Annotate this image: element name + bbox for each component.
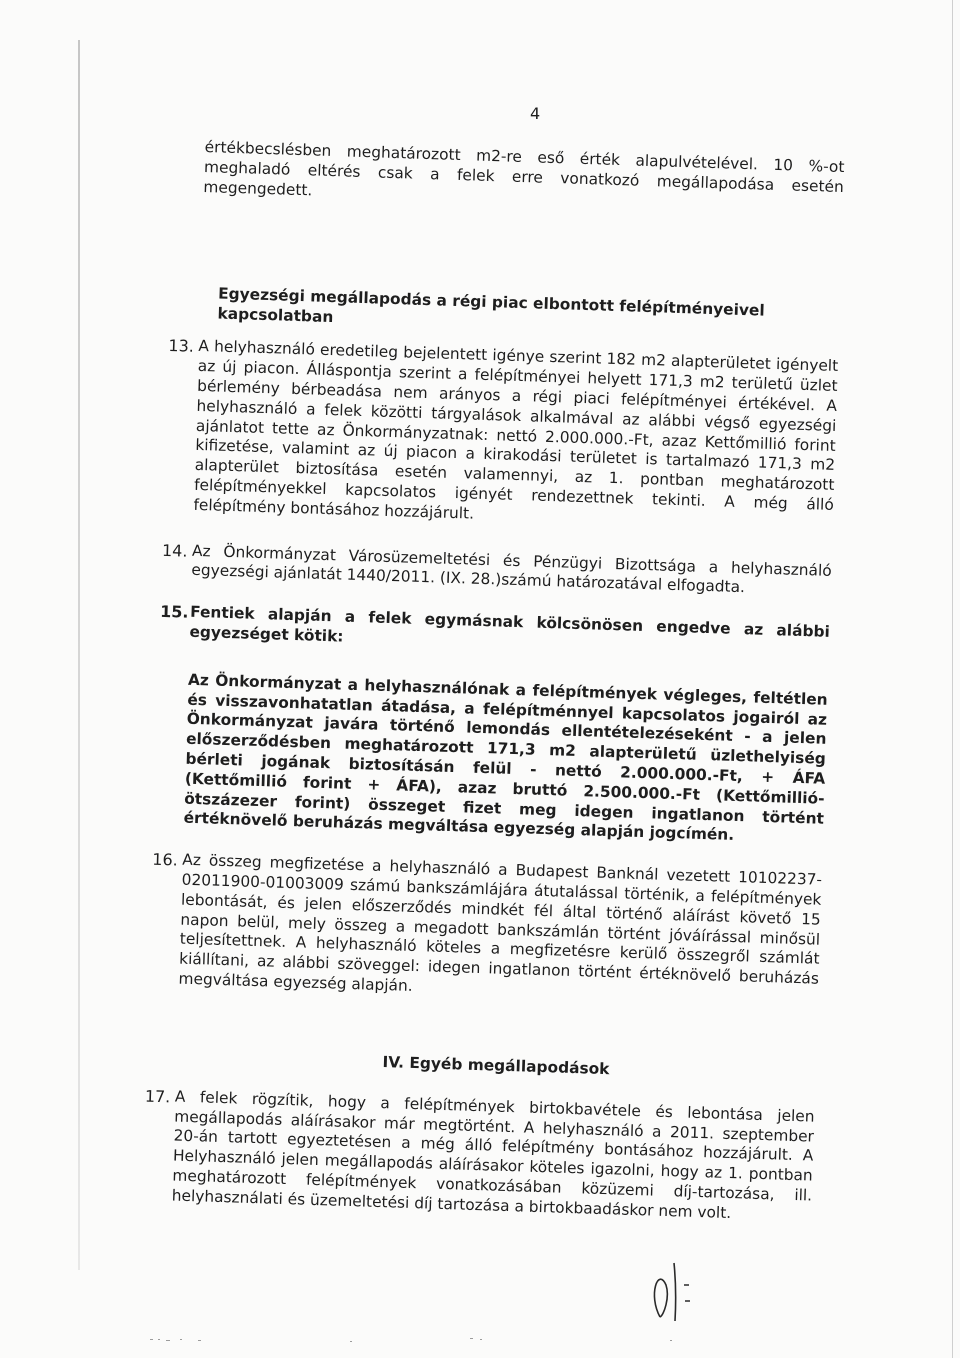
page-edge-line [952,0,953,1358]
item-13 [168,336,839,535]
item-number: 14. [161,540,188,561]
item-text: A felek rögzítik, hogy a felépítmények birtokbavétele és lebontása jelen megállapodás aláírásakor már megtörtént. A helyhasználó a 2011. szeptember 20-án tartott egyeztetésen a még álló felépítmény bontásához hozzájárult. A Helyhasználó jelen megállapodás aláírásakor köteles igazolni, hogy az 1. pontban meghatározott felépítmények vonatkozásában közüzemi díj-tartozása, ill. helyhasználati és üzemeltetési díj tartozása a birtokbaadáskor nem volt. [171,1087,815,1222]
item-text: Az Önkormányzat Városüzemeltetési és Pénzügyi Bizottsága a helyhasználó egyezségi ajánlatát 1440/2011. (IX. 28.)számú határozatával elfogadta. [191,541,833,597]
item-number: 17. [144,1086,171,1107]
section-heading: Egyezségi megállapodás a régi piac elbontott felépítményeivel kapcsolatban [217,284,765,327]
page-number: 4 [530,104,541,123]
scan-edge-line [78,40,80,1270]
agreement-paragraph: Az Önkormányzat a helyhasználónak a felépítmények végleges, feltétlen és visszavonhatatlan átadása, a felépítménnyel kapcsolatos jogairól az Önkormányzat javára történő lemondás ellentételezéseként - a jelen előszerződésben meghatározott 171,3 m2 alapterületű üzlethelyiség bérleti jogának biztosításán felül - nettó 2.000.000.-Ft, + ÁFA (Kettőmillió forint + ÁFA), azaz bruttó 2.500.000.-Ft (Kettőmillió-ötszázezer forint) összeget fizet meg idegen ingatlanon történt értéknövelő beruházás megváltása egyezség alapján jogcímén. [183,670,828,845]
item-number: 16. [152,849,179,870]
item-17 [144,1086,815,1226]
scan-noise-dots [150,1336,710,1344]
item-number: 13. [168,336,195,357]
item-text: A helyhasználó eredetileg bejelentett igénye szerint 182 m2 alapterületet igényelt az új piacon. Álláspontja szerint a felépítményei helyett 171,3 m2 területű üzlet bérlemény bérbeadása nem arányos a régi piaci felépítményei értékével. A helyhasználó a felek közötti tárgyalások alkalmával az alábbi végső egyezségi ajánlatot tette az Önkormányzatnak: nettó 2.000.000.-Ft, azaz Kettőmillió forint kifizetése, valamint az új piacon a kirakodási területet is tartalmazó 171,3 m2 alapterület biztosítása esetén valamennyi, az 1. pontban meghatározott felépítményekkel kapcsolatos igényét rendezettnek tekinti. A még álló felépítmény bontásához hozzájárult. [193,337,839,523]
intro-paragraph: értékbecslésben meghatározott m2-re eső érték alapulvételével. 10 %-ot meghaladó eltérés csak a felek erre vonatkozó megállapodása esetén megengedett. [203,138,845,199]
initials-signature [640,1255,720,1325]
section-iv-heading: IV. Egyéb megállapodások [382,1052,610,1078]
item-text: Az összeg megfizetése a helyhasználó a Budapest Banknál vezetett 10102237-02011900-01003009 számú bankszámlájára átutalással történik, a felépítmények lebontását, és jelen előszerződés mindkét fél által történő aláírást követő 15 napon belül, mely összeg a megadott bankszámlán történt jóváírással minősül teljesítettnek. A helyhasználó köteles a megfizetésre kerülő összegről számlát kiállítani, az alábbi szöveggel: idegen ingatlanon történt értéknövelő beruházás megváltása egyezség alapján. [178,850,823,995]
item-text: Fentiek alapján a felek egymásnak kölcsönösen engedve az alábbi egyezséget kötik: [189,602,831,646]
document-body [144,138,845,1226]
item-number: 15. [159,601,189,622]
item-16 [152,849,823,1010]
